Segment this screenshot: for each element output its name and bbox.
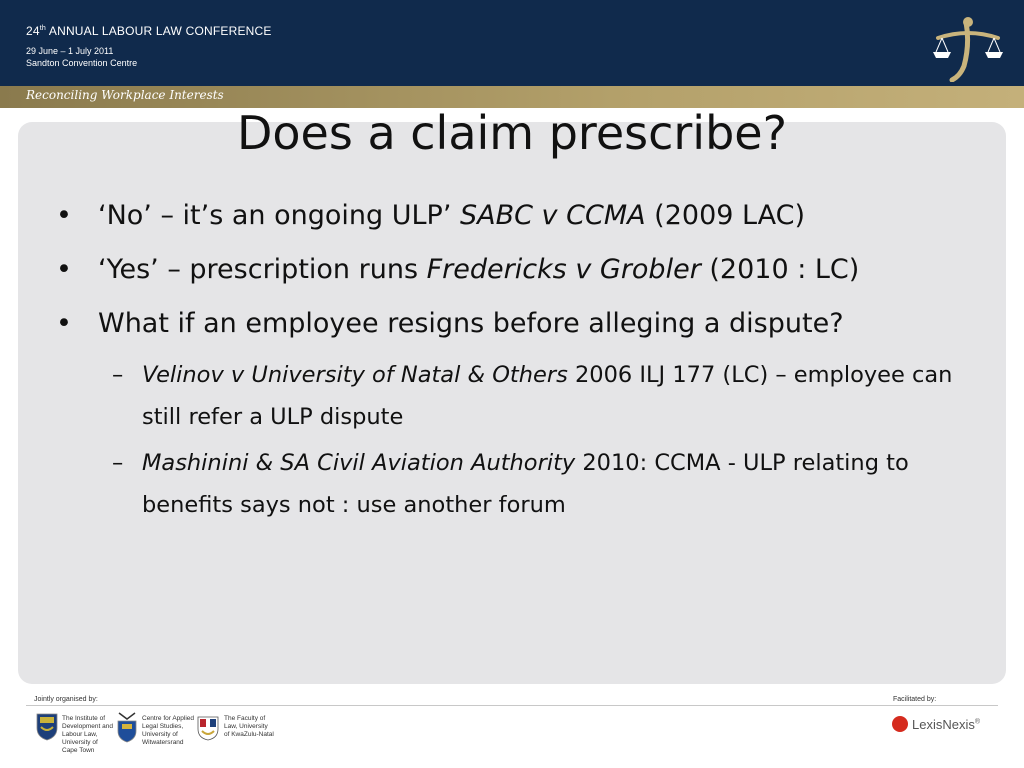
bullet-icon: • bbox=[56, 254, 72, 285]
uct-crest-icon bbox=[36, 713, 58, 741]
bullet-text: What if an employee resigns before alleging a dispute? bbox=[98, 308, 844, 339]
conference-number: 24 bbox=[26, 24, 40, 38]
slide-title: Does a claim prescribe? bbox=[236, 106, 787, 160]
conference-header bbox=[0, 0, 1024, 86]
dash-icon: – bbox=[112, 362, 124, 388]
case-name: Fredericks v Grobler bbox=[426, 254, 701, 285]
bullet-text: ‘No’ – it’s an ongoing ULP’ bbox=[98, 200, 460, 231]
ukzn-crest-icon bbox=[196, 713, 220, 741]
organised-label: Jointly organised by: bbox=[34, 696, 98, 703]
sub-bullet-item bbox=[56, 442, 956, 526]
conference-dates: 29 June – 1 July 2011 bbox=[26, 46, 114, 56]
scales-of-justice-logo-icon bbox=[930, 14, 1006, 82]
wits-crest-icon bbox=[116, 711, 138, 743]
case-name: SABC v CCMA bbox=[459, 200, 646, 231]
bullet-text: (2009 LAC) bbox=[645, 200, 806, 231]
case-name: Mashinini & SA Civil Aviation Authority bbox=[142, 450, 576, 476]
case-name: Velinov v University of Natal & Others bbox=[142, 362, 568, 388]
dash-icon: – bbox=[112, 450, 124, 476]
bullet-item bbox=[56, 192, 956, 240]
facilitated-label: Facilitated by: bbox=[893, 696, 937, 703]
conference-tagline: Reconciling Workplace Interests bbox=[26, 88, 224, 102]
sub-bullet-text: 2006 ILJ 177 (LC) – employee can still refer a ULP dispute bbox=[142, 362, 953, 430]
bullet-list bbox=[56, 192, 956, 530]
conference-suffix: th bbox=[39, 25, 46, 32]
org-uct-text: The Institute of Development and Labour Law, University of Cape Town bbox=[62, 715, 113, 754]
sub-bullet-item bbox=[56, 354, 956, 438]
sponsor-label: LexisNexis bbox=[912, 717, 975, 732]
bullet-item bbox=[56, 246, 956, 294]
sub-bullet-text: 2010: CCMA - ULP relating to benefits says not : use another forum bbox=[142, 450, 909, 518]
org-wits-text: Centre for Applied Legal Studies, University of Witwatersrand bbox=[142, 715, 195, 746]
conference-venue: Sandton Convention Centre bbox=[26, 58, 138, 68]
sponsor-name bbox=[912, 717, 980, 732]
bullet-text: (2010 : LC) bbox=[700, 254, 860, 285]
bullet-text: ‘Yes’ – prescription runs bbox=[98, 254, 427, 285]
conference-name: ANNUAL LABOUR LAW CONFERENCE bbox=[48, 24, 272, 38]
org-ukzn-text: The Faculty of Law, University of KwaZulu-Natal bbox=[224, 715, 274, 738]
bullet-item bbox=[56, 300, 956, 348]
footer-divider bbox=[26, 705, 998, 706]
bullet-icon: • bbox=[56, 308, 72, 339]
conference-title bbox=[26, 24, 272, 38]
registered-mark: ® bbox=[974, 718, 981, 726]
lexisnexis-logo-icon bbox=[892, 716, 908, 732]
bullet-icon: • bbox=[56, 200, 72, 231]
